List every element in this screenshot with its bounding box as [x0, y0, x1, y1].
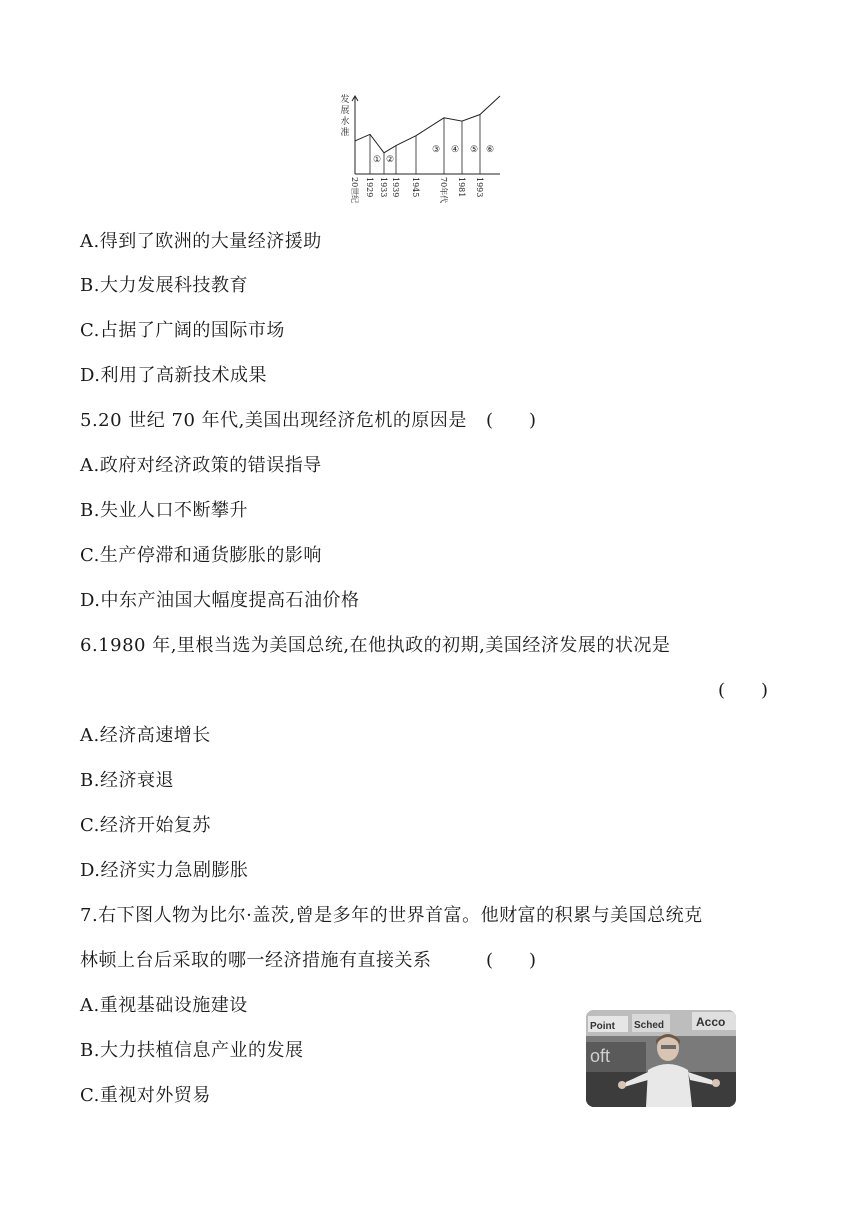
- q7-answer-blank[interactable]: ( ): [486, 950, 537, 971]
- q7-stem-line2: 林顿上台后采取的哪一经济措施有直接关系: [80, 950, 432, 971]
- q7-stem-line1: 7.右下图人物为比尔·盖茨,曾是多年的世界首富。他财富的积累与美国总统克: [80, 905, 703, 926]
- region-marker: ⑤: [469, 145, 479, 155]
- photo-sign-text: oft: [590, 1046, 611, 1066]
- q5-stem: 5.20 世纪 70 年代,美国出现经济危机的原因是: [80, 410, 467, 431]
- x-tick-label: 1929: [365, 177, 374, 198]
- y-axis-label-char: 水: [340, 117, 350, 127]
- q5-option-d[interactable]: D.中东产油国大幅度提高石油价格: [80, 590, 360, 611]
- q6-answer-blank[interactable]: ( ): [718, 680, 769, 701]
- q6-stem: 6.1980 年,里根当选为美国总统,在他执政的初期,美国经济发展的状况是: [80, 635, 671, 656]
- x-tick-label: 1981: [457, 177, 466, 198]
- q4-option-c[interactable]: C.占据了广阔的国际市场: [80, 320, 285, 341]
- q4-option-a[interactable]: A.得到了欧洲的大量经济援助: [80, 231, 322, 252]
- series-line: [355, 96, 500, 153]
- development-chart: [340, 92, 510, 210]
- chart-labels: [340, 93, 494, 203]
- q6-option-b[interactable]: B.经济衰退: [80, 770, 174, 791]
- q5-option-c[interactable]: C.生产停滞和通货膨胀的影响: [80, 545, 322, 566]
- x-tick-label: 70年代: [439, 177, 448, 204]
- q6-option-c[interactable]: C.经济开始复苏: [80, 815, 211, 836]
- y-axis-label-char: 展: [340, 106, 350, 116]
- y-axis-label-char: 发: [340, 95, 350, 105]
- q7-option-c[interactable]: C.重视对外贸易: [80, 1085, 211, 1106]
- region-marker: ⑥: [485, 145, 495, 155]
- region-marker: ③: [431, 145, 441, 155]
- region-marker: ①: [372, 155, 382, 165]
- q7-option-a[interactable]: A.重视基础设施建设: [80, 995, 248, 1016]
- q6-option-d[interactable]: D.经济实力急剧膨胀: [80, 860, 249, 881]
- region-marker: ④: [450, 145, 460, 155]
- bill-gates-photo: [586, 1010, 736, 1107]
- x-tick-label: 1945: [411, 177, 420, 198]
- q4-option-b[interactable]: B.大力发展科技教育: [80, 275, 248, 296]
- photo-sign-text: Point: [590, 1021, 615, 1032]
- y-axis-label-char: 准: [340, 128, 350, 138]
- q5-option-a[interactable]: A.政府对经济政策的错误指导: [80, 455, 322, 476]
- x-tick-label: 1933: [379, 177, 388, 198]
- q5-option-b[interactable]: B.失业人口不断攀升: [80, 500, 248, 521]
- q4-option-d[interactable]: D.利用了高新技术成果: [80, 365, 268, 386]
- photo-sign-text: Sched: [634, 1020, 665, 1031]
- x-tick-label: 1939: [391, 177, 400, 198]
- q7-option-b[interactable]: B.大力扶植信息产业的发展: [80, 1040, 304, 1061]
- x-tick-label: 20世纪: [350, 177, 359, 204]
- x-tick-label: 1993: [475, 177, 484, 198]
- photo-sign-text: Acco: [696, 1015, 726, 1029]
- q5-answer-blank[interactable]: ( ): [486, 410, 537, 431]
- region-marker: ②: [385, 155, 395, 165]
- q6-option-a[interactable]: A.经济高速增长: [80, 725, 211, 746]
